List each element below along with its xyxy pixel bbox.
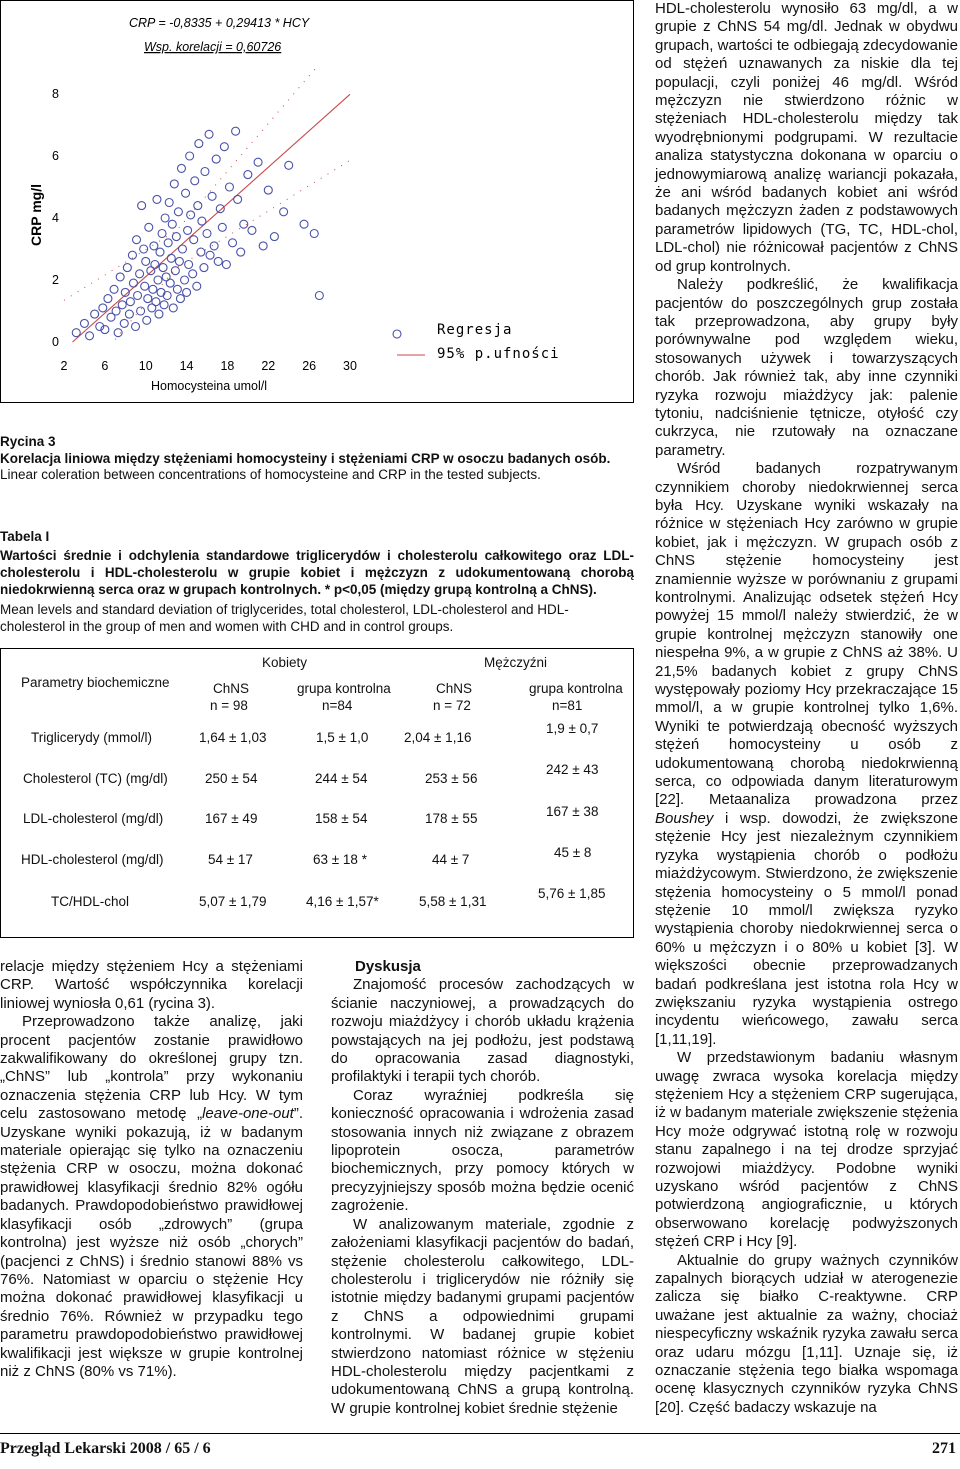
data-point bbox=[150, 242, 158, 250]
data-point bbox=[142, 257, 150, 265]
data-point bbox=[187, 211, 195, 219]
data-point bbox=[182, 189, 190, 197]
row-param: Cholesterol (TC) (mg/dl) bbox=[23, 771, 168, 786]
data-point bbox=[232, 127, 240, 135]
y-tick-label: 0 bbox=[52, 335, 59, 349]
cell: 45 ± 8 bbox=[554, 845, 592, 860]
data-point bbox=[120, 319, 128, 327]
data-point bbox=[264, 186, 272, 194]
data-point bbox=[234, 195, 242, 203]
data-point bbox=[159, 264, 167, 272]
data-point bbox=[132, 323, 140, 331]
x-axis-label: Homocysteina umol/l bbox=[151, 379, 268, 393]
data-point bbox=[190, 236, 198, 244]
data-point bbox=[166, 279, 174, 287]
paragraph: Należy podkreślić, że kwalifikacja pacjentów do poszczególnych grup została tak przeprowadzona, aby grupy były porównywalne pod względem wieku, stosowanych używek i towarzyszących chorób. Jak również tak, aby inne czynniki ryzyka rozwoju miażdżycy jak: palenie tytoniu, nadciśnienie tętnicze, otyłość czy cukrzyca, nie rzutowały na oznaczane parametry. bbox=[655, 276, 958, 459]
data-point bbox=[140, 245, 148, 253]
data-point bbox=[167, 254, 175, 262]
data-point bbox=[198, 217, 206, 225]
data-point bbox=[285, 161, 293, 169]
data-point bbox=[191, 177, 199, 185]
cell: 167 ± 49 bbox=[205, 811, 258, 826]
data-point bbox=[164, 239, 172, 247]
data-point bbox=[145, 223, 153, 231]
data-point bbox=[310, 230, 318, 238]
data-point bbox=[156, 248, 164, 256]
cell: 63 ± 18 * bbox=[313, 852, 367, 867]
data-point bbox=[161, 214, 169, 222]
legend-confidence: 95% p.ufności bbox=[437, 346, 560, 362]
data-point bbox=[184, 226, 192, 234]
data-point bbox=[201, 168, 209, 176]
data-point bbox=[123, 264, 131, 272]
table-title-en: Mean levels and standard deviation of triglycerides, total cholesterol, LDL-cholesterol and HDL-cholesterol in the group of men and women with CHD and in control groups. bbox=[0, 602, 569, 634]
data-point bbox=[225, 183, 233, 191]
data-point bbox=[91, 310, 99, 318]
y-tick-label: 8 bbox=[52, 87, 59, 101]
data-point bbox=[149, 285, 157, 293]
data-point bbox=[216, 205, 224, 213]
data-point bbox=[220, 143, 228, 151]
x-tick-label: 26 bbox=[302, 359, 317, 373]
data-point bbox=[208, 192, 216, 200]
data-point bbox=[86, 332, 94, 340]
data-point bbox=[203, 230, 211, 238]
data-point bbox=[155, 310, 163, 318]
data-point bbox=[177, 164, 185, 172]
data-point bbox=[210, 242, 218, 250]
cell: 5,07 ± 1,79 bbox=[199, 894, 267, 909]
data-point bbox=[175, 257, 183, 265]
regression-equation: CRP = -0,8335 + 0,29413 * HCY bbox=[129, 16, 310, 30]
data-point bbox=[152, 298, 160, 306]
plot-legend bbox=[393, 322, 560, 362]
cell: 44 ± 7 bbox=[432, 852, 470, 867]
data-point bbox=[197, 248, 205, 256]
legend-regression: Regresja bbox=[437, 322, 513, 338]
men-header: Mężczyźni bbox=[484, 655, 548, 670]
col-header-1: ChNS bbox=[213, 681, 250, 696]
journal-citation: Przegląd Lekarski 2008 / 65 / 6 bbox=[0, 1440, 211, 1457]
x-tick-label: 14 bbox=[179, 359, 194, 373]
cell: 1,64 ± 1,03 bbox=[199, 730, 267, 745]
cell: 253 ± 56 bbox=[425, 771, 478, 786]
text-column-2 bbox=[331, 958, 634, 1418]
table-title-pl: Wartości średnie i odchylenia standardowe triglicerydów i cholesterolu całkowitego oraz LDL-cholesterolu i HDL-cholesterolu w grupie kobiet i mężczyzn z udokumentowaną chorobą niedokrwienną serca oraz w grupach kontrolnych. * p<0,05 (między grupą kontrolną a ChNS). bbox=[0, 548, 634, 597]
data-point bbox=[138, 202, 146, 210]
text-column-1 bbox=[0, 958, 303, 1381]
col-n-3: n = 72 bbox=[433, 698, 471, 713]
data-point bbox=[254, 158, 262, 166]
cell: 178 ± 55 bbox=[425, 811, 478, 826]
row-param: Triglicerydy (mmol/l) bbox=[31, 730, 152, 745]
data-point bbox=[270, 233, 278, 241]
data-point bbox=[133, 236, 141, 244]
cell: 5,58 ± 1,31 bbox=[419, 894, 487, 909]
scatter-plot bbox=[1, 1, 633, 402]
x-tick-label: 18 bbox=[220, 359, 235, 373]
cell: 4,16 ± 1,57* bbox=[306, 894, 379, 909]
y-tick-label: 6 bbox=[52, 149, 59, 163]
paragraph: W przedstawionym badaniu własnym uwagę zwraca wysoka korelacja między stężeniem Hcy a stężeniem CRP sugerująca, iż w badanym materiale zwiększenie stężenia Hcy może odgrywać istotną rolę w rozwoju stanu zapalnego i na tej drodze sprzyjać rozwojowi miażdżycy. Podobne wyniki uzyskano wśród pacjentów z ChNS potwierdzoną angiograficznie, u których obserwowano korelację podwyższonych stężeń CRP i Hcy [9]. bbox=[655, 1049, 958, 1251]
cell: 1,5 ± 1,0 bbox=[316, 730, 369, 745]
data-point bbox=[126, 298, 134, 306]
row-param: LDL-cholesterol (mg/dl) bbox=[23, 811, 164, 826]
data-point bbox=[259, 242, 267, 250]
data-point bbox=[170, 180, 178, 188]
legend-marker bbox=[393, 330, 401, 338]
confidence-band-upper bbox=[64, 64, 319, 300]
data-point bbox=[129, 279, 137, 287]
data-point bbox=[222, 261, 230, 269]
data-point bbox=[229, 239, 237, 247]
data-point bbox=[118, 301, 126, 309]
data-point bbox=[110, 285, 118, 293]
x-tick-label: 10 bbox=[138, 359, 153, 373]
cell: 2,04 ± 1,16 bbox=[404, 730, 472, 745]
paragraph: Wśród badanych rozpatrywanym czynnikiem choroby niedokrwiennej serca była Hcy. Uzyskane wyniki wskazały na różnice w stężeniach Hcy zarówno w grupie kobiet, jak i mężczyzn. W grupach osób z ChNS stężenie homocysteiny jest znamiennie wyższe w porównaniu z grupami kontrolnymi. Analizując odsetek stężeń Hcy powyżej 15 mmol/l należy stwierdzić, że w grupie kontrolnej mężczyzn stanowiły one niespełna 9%, a w grupie z ChNS aż 38%. U 21,5% badanych kobiet z grupy ChNS występowały poziomy Hcy przekraczające 15 mmol/l, a w grupie kontrolnej tylko 1,6%. Wyniki te potwierdzają obecność wyższych stężeń homocysteiny u osób z udokumentowaną chorobą niedokrwienną serca, co odpowiada danym literaturowym [22]. Metaanaliza prowadzona przez Boushey i wsp. dowodzi, że zwiększone stężenie Hcy jest niezależnym czynnikiem ryzyka wystąpienia chorób o podłożu miażdżycowym. Stwierdzono, że zwiększenie stężenia homocysteiny o 5 mmol/l ponad stężenie 10 mmol/l zwiększa ryzyko wystąpienia choroby niedokrwiennej serca o 60% u mężczyzn i o 80% u kobiet [3]. W większości obecnie przeprowadzanych badań podkreślana jest istotna rola Hcy w zwiększaniu ryzyka wystąpienia ostrego incydentu wieńcowego, zawału serca [1,11,19]. bbox=[655, 460, 958, 1048]
data-point bbox=[181, 276, 189, 284]
data-point bbox=[112, 307, 120, 315]
data-point bbox=[154, 276, 162, 284]
women-header: Kobiety bbox=[262, 655, 308, 670]
data-point bbox=[300, 220, 308, 228]
cell: 167 ± 38 bbox=[546, 804, 599, 819]
figure-caption-en: Linear coleration between concentrations of homocysteine and CRP in the tested subjects. bbox=[0, 467, 541, 482]
data-point bbox=[141, 282, 149, 290]
paragraph: Aktualnie do grupy ważnych czynników zapalnych biorących udział w aterogenezie zalicza się białko C-reaktywne. CRP uważane jest aktualnie za ważny, chociaż niespecyficzny wskaźnik ryzyka zawału serca oraz udaru mózgu [1,11]. Uznaje się, iż oznaczanie stężenia tego białka wspomaga ocenę klasycznych czynników ryzyka ChNS [20]. Część badaczy wskazuje na bbox=[655, 1251, 958, 1416]
footer-rule bbox=[0, 1433, 960, 1434]
data-point bbox=[125, 310, 133, 318]
col-header-4: grupa kontrolna bbox=[529, 681, 623, 696]
data-point bbox=[200, 264, 208, 272]
data-point bbox=[315, 292, 323, 300]
data-point bbox=[194, 202, 202, 210]
param-header: Parametry biochemiczne bbox=[21, 675, 170, 690]
data-point bbox=[212, 155, 220, 163]
data-point bbox=[104, 295, 112, 303]
data-point bbox=[280, 208, 288, 216]
data-point bbox=[178, 245, 186, 253]
data-point bbox=[195, 140, 203, 148]
y-axis-label: CRP mg/l bbox=[28, 184, 44, 246]
data-point bbox=[116, 273, 124, 281]
data-point bbox=[143, 316, 151, 324]
figure-label: Rycina 3 bbox=[0, 434, 56, 449]
cell: 1,9 ± 0,7 bbox=[546, 721, 599, 736]
section-heading: Dyskusja bbox=[355, 958, 421, 975]
paragraph: Przeprowadzono także analizę, jaki procent pacjentów zostanie prawidłowo zakwalifikowany do określonej grupy tzn. „ChNS” lub „kontrola” przy wykonaniu oznaczenia stężenia CRP lub Hcy. W tym celu zastosowano metodę „leave-one-out”. Uzyskane wyniki pokazują, iż w badanym materiale opierając się tylko na oznaczeniu stężenia CRP w osoczu, można dokonać prawidłowej klasyfikacji średnio 82% ogółu badanych. Prawdopodobieństwo prawidłowej klasyfikacji osób „zdrowych” (grupa kontrolna) jest wyższe niż osób „chorych” (pacjenci z ChNS) i średnio stanowi 88% vs 76%. Natomiast w oparciu o stężenie Hcy można dokonać prawidłowej klasyfikacji u średnio 76%. Również w przypadku tego parametru prawdopodobieństwo prawidłowej kwalifikacji jest większe w grupie kontrolnej niż z ChNS (80% vs 71%). bbox=[0, 1013, 303, 1380]
data-point bbox=[134, 292, 142, 300]
data-point bbox=[176, 295, 184, 303]
data-point bbox=[151, 261, 159, 269]
data-point bbox=[173, 285, 181, 293]
page-number: 271 bbox=[932, 1440, 956, 1457]
data-point bbox=[172, 233, 180, 241]
col-n-1: n = 98 bbox=[210, 698, 248, 713]
data-point bbox=[186, 152, 194, 160]
data-point bbox=[171, 267, 179, 275]
data-point bbox=[185, 261, 193, 269]
data-point bbox=[160, 301, 168, 309]
x-tick-label: 30 bbox=[343, 359, 357, 373]
paragraph: HDL-cholesterolu wynosiło 63 mg/dl, a w grupie z ChNS 54 mg/dl. Jednak w obydwu grupach, wartości te odbiegają zdecydowanie od stężeń uznawanych za niskie dla tej populacji, czyli poniżej 46 mg/dl. Wśród mężczyzn nie stwierdzono różnic w stężeniach HDL-cholesterolu między tak wyodrębnionymi podgrupami. W rezultacie analiza statystyczna dokonana w oparciu o jednowymiarową analizę wariancji pokazała, że ani wśród badanych kobiet ani wśród badanych mężczyzn żaden z podstawowych parametrów lipidowych (TG, TC, HDL-chol, LDL-chol) nie różnicował pacjentów z ChNS od grup kontrolnych. bbox=[655, 0, 958, 275]
paragraph: Znajomość procesów zachodzących w ścianie naczyniowej, a prowadzących do rozwoju miażdżycy i chorób układu krążenia powstających na jej podłożu, jest podstawą do opracowania zasad diagnostyki, profilaktyki i terapii tych chorób. bbox=[331, 976, 634, 1086]
correlation-coefficient: Wsp. korelacji = 0,60726 bbox=[144, 40, 282, 54]
x-tick-label: 2 bbox=[60, 359, 68, 373]
cell: 54 ± 17 bbox=[208, 852, 253, 867]
paragraph: W analizowanym materiale, zgodnie z założeniami klasyfikacji pacjentów do badań, stężenie cholesterolu całkowitego, LDL-cholesterolu i triglicerydów nie różniły się istotnie między badanymi grupami pacjentów z ChNS a odpowiednimi grupami kontrolnymi. W badanej grupie kobiet stwierdzono natomiast różnice w stężeniu HDL-cholesterolu między pacjentkami z udokumentowaną ChNS a grupą kontrolną. W grupie kontrolnej kobiet średnie stężenie bbox=[331, 1215, 634, 1417]
data-point bbox=[168, 220, 176, 228]
data-point bbox=[214, 257, 222, 265]
col-header-3: ChNS bbox=[436, 681, 473, 696]
data-point bbox=[72, 329, 80, 337]
paragraph: Coraz wyraźniej podkreśla się konieczność opracowania i wdrożenia zasad stosowania innych niż związane z obrazem lipoprotein osocza, parametrów biochemicznych, przy pomocy których w precyzyjniejszy sposób można będzie ocenić zagrożenie. bbox=[331, 1086, 634, 1215]
data-point bbox=[153, 195, 161, 203]
row-param: HDL-cholesterol (mg/dl) bbox=[21, 852, 164, 867]
data-point bbox=[80, 319, 88, 327]
cell: 244 ± 54 bbox=[315, 771, 368, 786]
data-point bbox=[248, 226, 256, 234]
data-point bbox=[237, 248, 245, 256]
data-point bbox=[205, 130, 213, 138]
data-point bbox=[174, 208, 182, 216]
paragraph: relacje między stężeniem Hcy a stężeniami CRP. Wartość współczynnika korelacji liniowej wyniosła 0,61 (rycina 3). bbox=[0, 958, 303, 1012]
x-tick-label: 22 bbox=[261, 359, 276, 373]
y-tick-label: 2 bbox=[52, 273, 59, 287]
data-point bbox=[99, 304, 107, 312]
data-point bbox=[169, 304, 177, 312]
data-point bbox=[136, 270, 144, 278]
col-n-4: n=81 bbox=[552, 698, 583, 713]
col-n-2: n=84 bbox=[322, 698, 353, 713]
x-tick-label: 6 bbox=[101, 359, 109, 373]
cell: 5,76 ± 1,85 bbox=[538, 886, 606, 901]
data-point bbox=[244, 171, 252, 179]
cell: 158 ± 54 bbox=[315, 811, 368, 826]
data-point bbox=[218, 223, 226, 231]
figure-caption-pl: Korelacja liniowa między stężeniami homocysteiny i stężeniami CRP w osoczu badanych osób. bbox=[0, 451, 611, 466]
data-point bbox=[183, 288, 191, 296]
figure-frame bbox=[0, 0, 634, 403]
table-frame bbox=[0, 648, 634, 938]
confidence-band-lower bbox=[115, 160, 350, 339]
table-label: Tabela I bbox=[0, 529, 50, 544]
row-param: TC/HDL-chol bbox=[51, 894, 130, 909]
data-point bbox=[158, 230, 166, 238]
cell: 242 ± 43 bbox=[546, 762, 599, 777]
data-point bbox=[206, 251, 214, 259]
data-point bbox=[144, 295, 152, 303]
data-point bbox=[189, 270, 197, 278]
text-column-3 bbox=[655, 0, 958, 1417]
cell: 250 ± 54 bbox=[205, 771, 258, 786]
col-header-2: grupa kontrolna bbox=[297, 681, 391, 696]
data-point bbox=[193, 282, 201, 290]
data-point bbox=[165, 199, 173, 207]
y-tick-label: 4 bbox=[52, 211, 59, 225]
data-point bbox=[137, 307, 145, 315]
